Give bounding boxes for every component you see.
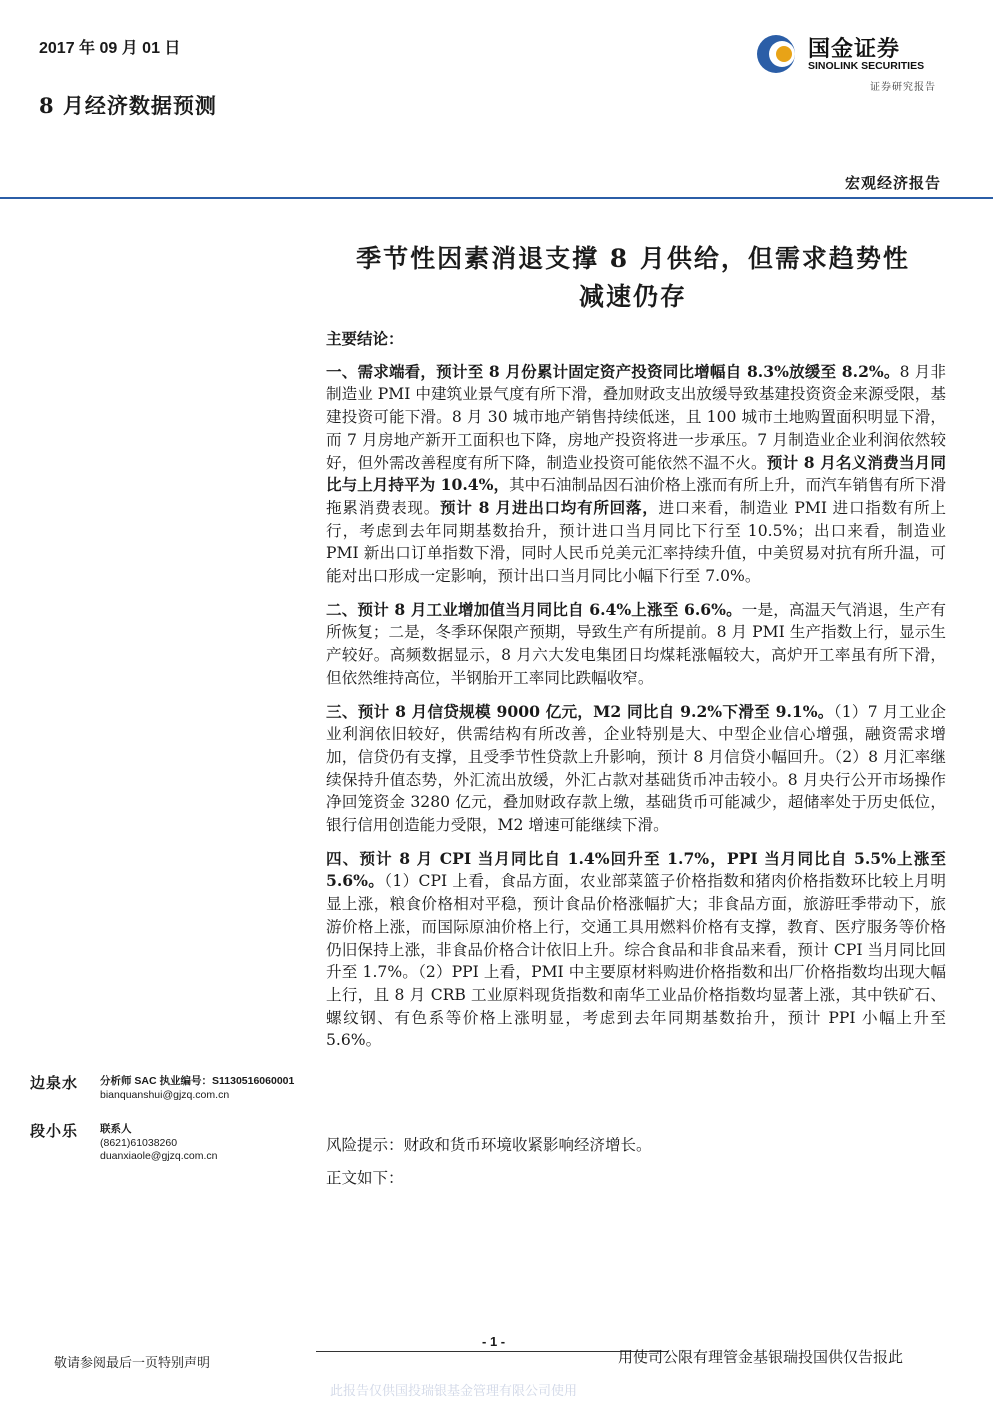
conclusion-paragraph-3 [326, 701, 946, 837]
conclusion-2-text: 一是，高温天气消退，生产有所恢复；二是，冬季环保限产预期，导致生产有所提前。8 月 PMI 生产指数上行，显示生产较好。高频数据显示，8 月六大发电集团日均煤耗涨幅较大，高炉开工率虽有所下滑，但依然维持高位，半钢胎开工率同比跌幅收窄。 [326, 600, 946, 687]
conclusion-1-heading: 一、需求端看，预计至 8 月份累计固定资产投资同比增幅自 8.3%放缓至 8.2%。 [326, 361, 900, 381]
footer-divider [316, 1351, 668, 1352]
report-date: 2017 年 09 月 01 日 [39, 40, 181, 57]
conclusion-4-text: （1）CPI 上看，食品方面，农业部菜篮子价格指数和猪肉价格指数环比较上月明显上涨，粮食价格相对平稳，预计食品价格涨幅扩大；非食品方面，旅游旺季带动下，旅游价格上涨，而国际原油价格上行，交通工具用燃料价格有支撑，教育、医疗服务等价格仍旧保持上涨，非食品价格合计依旧上升。综合食品和非食品来看，预计 CPI 当月同比回升至 1.7%。（2）PPI 上看，PMI 中主要原材料购进价格指数和出厂价格指数均出现大幅上行，且 8 月 CRB 工业原料现货指数和南华工业品价格指数均显著上涨，其中铁矿石、螺纹钢、有色系等价格上涨明显，考虑到去年同期基数抬升，预计 PPI 小幅上升至 5.6%。 [326, 872, 946, 1050]
conclusion-1-text-b: 其中石油制品因石油价格上涨而有所上升，而汽车销售有所下滑拖累消费表现。 [326, 476, 946, 517]
conclusion-1-text-c: 进口来看，制造业 PMI 进口指数有所上行，考虑到去年同期基数抬升，预计进口当月同比下行至 10.5%；出口来看，制造业 PMI 新出口订单指数下滑，同时人民币兑美元汇率持续升值，中美贸易对抗有所升温，可能对出口形成一定影响，预计出口当月同比小幅下行至 7.0%。 [326, 498, 946, 586]
headline [318, 240, 948, 316]
document-title: 8 月经济数据预测 [39, 93, 217, 118]
main-conclusions [326, 328, 946, 1063]
author-email[interactable]: bianquanshui@gjzq.com.cn [100, 1088, 230, 1101]
body-intro: 正文如下： [326, 1169, 404, 1187]
conclusion-paragraph-2 [326, 599, 946, 690]
author-info [100, 1123, 217, 1164]
risk-warning: 风险提示：财政和货币环境收紧影响经济增长。 [326, 1136, 652, 1154]
footer-usage-note: 用使司公限有理管金基银瑞投国供仅告报此 [618, 1348, 904, 1366]
conclusion-3-text: （1）7 月工业企业利润依旧较好，供需结构有所改善，企业特别是大、中型企业信心增强，融资需求增加，信贷仍有支撑，且受季节性贷款上升影响，预计 8 月信贷小幅回升。（2）8 月汇率继续保持升值态势，外汇流出放缓，外汇占款对基础货币冲击较小。8 月央行公开市场操作净回笼资金 3280 亿元，叠加财政存款上缴，基础货币可能减少，超储率处于历史低位，银行信用创造能力受限，M2 增速可能继续下滑。 [326, 702, 946, 835]
author-role: 联系人 [100, 1123, 132, 1135]
report-type: 宏观经济报告 [844, 174, 941, 192]
page-number: - 1 - [482, 1334, 506, 1349]
conclusion-3-heading: 三、预计 8 月信贷规模 9000 亿元，M2 同比自 9.2%下滑至 9.1%。 [326, 701, 834, 721]
logo-english-text: SINOLINK SECURITIES [808, 60, 925, 72]
headline-line-1: 季节性因素消退支撑 8 月供给，但需求趋势性 [356, 244, 910, 273]
conclusion-1-highlight-c: 预计 8 月进出口均有所回落， [440, 497, 659, 517]
author-role: 分析师 SAC 执业编号：S1130516060001 [100, 1075, 295, 1087]
author-phone: (8621)61038260 [100, 1136, 178, 1149]
logo-chinese-text: 国金证券 [808, 37, 901, 62]
company-logo [756, 32, 946, 76]
sinolink-logo-icon [756, 32, 800, 76]
conclusion-4-heading: 四、预计 8 月 CPI 当月同比自 1.4%回升至 1.7%，PPI 当月同比自 5.5%上涨至 5.6%。 [326, 848, 946, 891]
conclusion-1-highlight-b: 预计 8 月名义消费当月同比与上月持平为 10.4%， [326, 452, 946, 495]
author-name: 段小乐 [30, 1122, 79, 1140]
conclusions-label: 主要结论： [326, 329, 404, 348]
logo-subtitle: 证券研究报告 [870, 82, 936, 93]
conclusion-paragraph-1 [326, 361, 946, 588]
header-divider [0, 197, 993, 199]
conclusion-1-text-a: 8 月非制造业 PMI 中建筑业景气度有所下滑，叠加财政支出放缓导致基建投资资金来源受限，基建投资可能下滑。8 月 30 城市地产销售持续低迷，且 100 城市土地购置面积明显下滑，而 7 月房地产新开工面积也下降，房地产投资将进一步承压。7 月制造业企业利润依然较好，但外需改善程度有所下降，制造业投资可能依然不温不火。 [326, 362, 946, 472]
conclusion-paragraph-4 [326, 848, 946, 1052]
footer-disclaimer-note: 敬请参阅最后一页特别声明 [54, 1356, 211, 1371]
watermark: 此报告仅供国投瑞银基金管理有限公司使用 [330, 1384, 578, 1399]
conclusion-2-heading: 二、预计 8 月工业增加值当月同比自 6.4%上涨至 6.6%。 [326, 599, 742, 619]
author-name: 边泉水 [30, 1074, 79, 1092]
headline-line-2: 减速仍存 [578, 282, 687, 311]
author-email[interactable]: duanxiaole@gjzq.com.cn [100, 1150, 218, 1162]
author-info [100, 1075, 294, 1102]
